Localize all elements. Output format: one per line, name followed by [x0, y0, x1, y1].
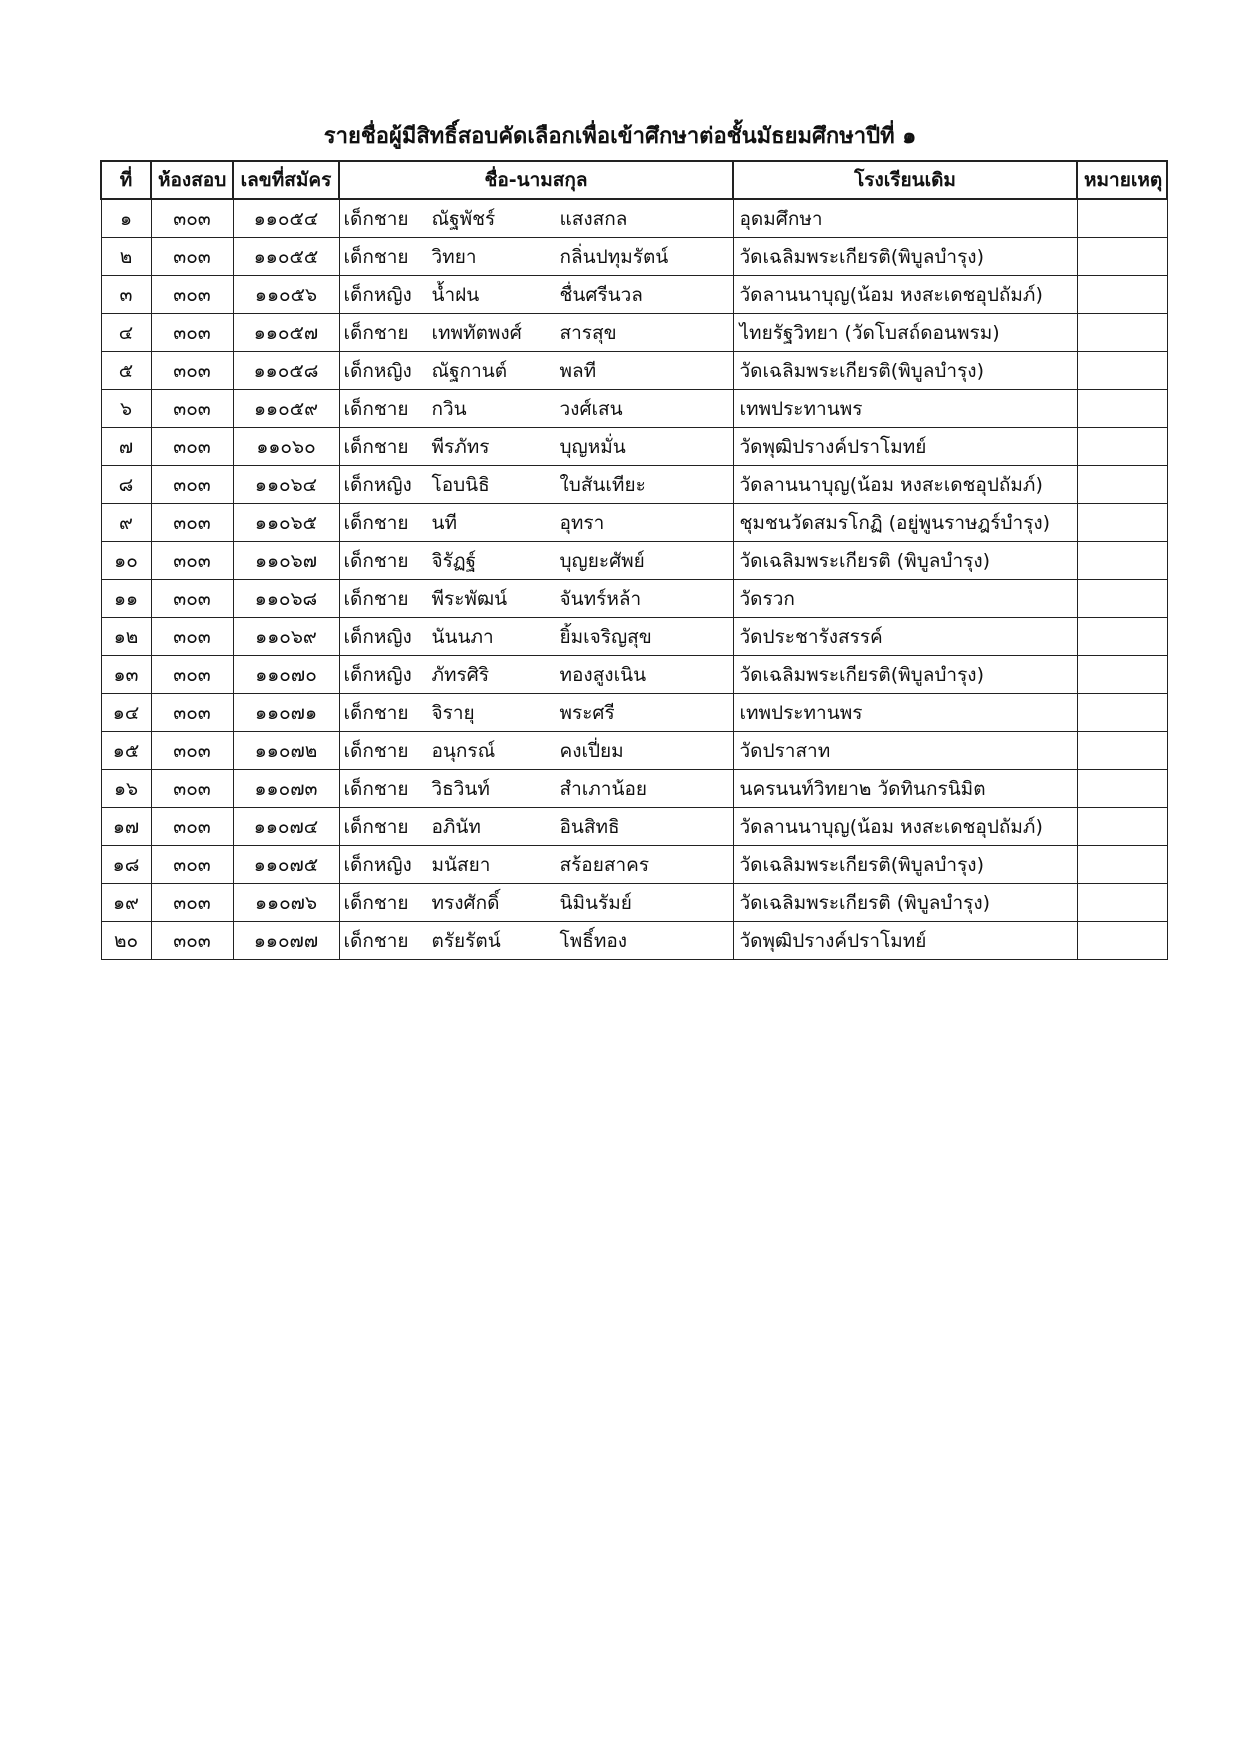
full-name: [339, 390, 733, 428]
remarks: [1077, 314, 1167, 352]
table-row: [101, 199, 1167, 238]
last-name: ใบสันเทียะ: [559, 473, 646, 496]
remarks: [1077, 466, 1167, 504]
row-number: ๒: [101, 238, 151, 276]
table-row: [101, 618, 1167, 656]
remarks: [1077, 352, 1167, 390]
exam-room: ๓๐๓: [151, 390, 233, 428]
last-name: สารสุข: [559, 321, 617, 344]
exam-room: ๓๐๓: [151, 884, 233, 922]
name-prefix: เด็กชาย: [343, 777, 409, 800]
first-name: จิรายุ: [431, 701, 475, 724]
row-number: ๑๑: [101, 580, 151, 618]
full-name: [339, 884, 733, 922]
full-name: [339, 542, 733, 580]
table-row: [101, 808, 1167, 846]
first-name: พีระพัฒน์: [431, 587, 508, 610]
remarks: [1077, 884, 1167, 922]
remarks: [1077, 542, 1167, 580]
row-number: ๘: [101, 466, 151, 504]
first-name: กวิน: [431, 397, 467, 420]
remarks: [1077, 770, 1167, 808]
full-name-wrap: [344, 584, 729, 614]
name-prefix: เด็กชาย: [343, 397, 409, 420]
application-number: ๑๑๐๗๖: [233, 884, 339, 922]
remarks: [1077, 808, 1167, 846]
remarks: [1077, 846, 1167, 884]
row-number: ๑๒: [101, 618, 151, 656]
table-row: [101, 656, 1167, 694]
previous-school: วัดเฉลิมพระเกียรติ(พิบูลบำรุง): [733, 846, 1077, 884]
full-name: [339, 618, 733, 656]
full-name-wrap: [344, 546, 729, 576]
table-row: [101, 352, 1167, 390]
row-number: ๑๔: [101, 694, 151, 732]
first-name: ทรงศักดิ์: [431, 891, 500, 914]
last-name: ชื่นศรีนวล: [559, 283, 643, 306]
last-name: อินสิทธิ: [559, 815, 620, 838]
header-application-number: เลขที่สมัคร: [233, 161, 339, 199]
exam-room: ๓๐๓: [151, 199, 233, 238]
remarks: [1077, 504, 1167, 542]
name-prefix: เด็กชาย: [343, 891, 409, 914]
full-name: [339, 199, 733, 238]
exam-room: ๓๐๓: [151, 770, 233, 808]
application-number: ๑๑๐๕๖: [233, 276, 339, 314]
name-prefix: เด็กชาย: [343, 511, 409, 534]
table-row: [101, 922, 1167, 960]
exam-room: ๓๐๓: [151, 808, 233, 846]
previous-school: วัดปราสาท: [733, 732, 1077, 770]
full-name: [339, 466, 733, 504]
name-prefix: เด็กชาย: [343, 549, 409, 572]
header-previous-school: โรงเรียนเดิม: [733, 161, 1077, 199]
remarks: [1077, 390, 1167, 428]
first-name: อนุกรณ์: [431, 739, 496, 762]
full-name: [339, 504, 733, 542]
name-prefix: เด็กหญิง: [343, 663, 412, 686]
first-name: จิรัฏฐ์: [431, 549, 477, 572]
full-name-wrap: [344, 204, 729, 234]
previous-school: เทพประทานพร: [733, 390, 1077, 428]
previous-school: ไทยรัฐวิทยา (วัดโบสถ์ดอนพรม): [733, 314, 1077, 352]
last-name: อุทรา: [559, 511, 605, 534]
previous-school: วัดเฉลิมพระเกียรติ (พิบูลบำรุง): [733, 884, 1077, 922]
previous-school: เทพประทานพร: [733, 694, 1077, 732]
last-name: สำเภาน้อย: [559, 777, 647, 800]
application-number: ๑๑๐๖๙: [233, 618, 339, 656]
exam-room: ๓๐๓: [151, 580, 233, 618]
name-prefix: เด็กหญิง: [343, 625, 412, 648]
name-prefix: เด็กชาย: [343, 207, 409, 230]
last-name: บุญยะศัพย์: [559, 549, 645, 572]
exam-room: ๓๐๓: [151, 238, 233, 276]
table-row: [101, 884, 1167, 922]
name-prefix: เด็กชาย: [343, 245, 409, 268]
name-prefix: เด็กชาย: [343, 929, 409, 952]
first-name: ณัฐพัชร์: [431, 207, 496, 230]
table-row: [101, 428, 1167, 466]
first-name: มนัสยา: [431, 853, 491, 876]
full-name: [339, 276, 733, 314]
name-prefix: เด็กชาย: [343, 739, 409, 762]
application-number: ๑๑๐๗๕: [233, 846, 339, 884]
remarks: [1077, 276, 1167, 314]
header-full-name: ชื่อ-นามสกุล: [339, 161, 733, 199]
row-number: ๗: [101, 428, 151, 466]
name-prefix: เด็กหญิง: [343, 359, 412, 382]
table-header-row: [101, 161, 1167, 199]
full-name-wrap: [344, 660, 729, 690]
exam-room: ๓๐๓: [151, 504, 233, 542]
full-name-wrap: [344, 508, 729, 538]
exam-room: ๓๐๓: [151, 922, 233, 960]
exam-room: ๓๐๓: [151, 466, 233, 504]
first-name: พีรภัทร: [431, 435, 490, 458]
full-name: [339, 694, 733, 732]
previous-school: วัดรวก: [733, 580, 1077, 618]
full-name-wrap: [344, 242, 729, 272]
application-number: ๑๑๐๕๕: [233, 238, 339, 276]
remarks: [1077, 238, 1167, 276]
row-number: ๑๗: [101, 808, 151, 846]
last-name: ทองสูงเนิน: [559, 663, 647, 686]
row-number: ๓: [101, 276, 151, 314]
full-name: [339, 352, 733, 390]
exam-room: ๓๐๓: [151, 846, 233, 884]
application-number: ๑๑๐๖๕: [233, 504, 339, 542]
application-number: ๑๑๐๖๘: [233, 580, 339, 618]
row-number: ๑๓: [101, 656, 151, 694]
application-number: ๑๑๐๗๐: [233, 656, 339, 694]
first-name: ตรัยรัตน์: [431, 929, 501, 952]
previous-school: นครนนท์วิทยา๒ วัดทินกรนิมิต: [733, 770, 1077, 808]
row-number: ๑๘: [101, 846, 151, 884]
remarks: [1077, 922, 1167, 960]
exam-room: ๓๐๓: [151, 656, 233, 694]
remarks: [1077, 618, 1167, 656]
first-name: ภัทรศิริ: [431, 663, 490, 686]
remarks: [1077, 199, 1167, 238]
document-title: รายชื่อผู้มีสิทธิ์สอบคัดเลือกเพื่อเข้าศึกษาต่อชั้นมัธยมศึกษาปีที่ ๑: [323, 124, 917, 149]
full-name-wrap: [344, 850, 729, 880]
table-row: [101, 504, 1167, 542]
row-number: ๑๙: [101, 884, 151, 922]
full-name: [339, 238, 733, 276]
name-prefix: เด็กชาย: [343, 435, 409, 458]
row-number: ๒๐: [101, 922, 151, 960]
first-name: วิธวินท์: [431, 777, 490, 800]
last-name: แสงสกล: [559, 207, 628, 230]
name-prefix: เด็กชาย: [343, 701, 409, 724]
last-name: สร้อยสาคร: [559, 853, 650, 876]
previous-school: วัดลานนาบุญ(น้อม หงสะเดชอุปถัมภ์): [733, 808, 1077, 846]
table-row: [101, 542, 1167, 580]
table-row: [101, 390, 1167, 428]
full-name-wrap: [344, 318, 729, 348]
previous-school: ชุมชนวัดสมรโกฏิ (อยู่พูนราษฎร์บำรุง): [733, 504, 1077, 542]
row-number: ๖: [101, 390, 151, 428]
exam-room: ๓๐๓: [151, 542, 233, 580]
table-row: [101, 580, 1167, 618]
table-row: [101, 846, 1167, 884]
previous-school: วัดประชารังสรรค์: [733, 618, 1077, 656]
application-number: ๑๑๐๕๙: [233, 390, 339, 428]
full-name: [339, 770, 733, 808]
last-name: กลิ่นปทุมรัตน์: [559, 245, 669, 268]
last-name: พระศรี: [559, 701, 615, 724]
full-name-wrap: [344, 470, 729, 500]
first-name: โอบนิธิ: [431, 473, 490, 496]
full-name: [339, 314, 733, 352]
last-name: พลที: [559, 359, 597, 382]
application-number: ๑๑๐๗๔: [233, 808, 339, 846]
previous-school: วัดพุฒิปรางค์ปราโมทย์: [733, 922, 1077, 960]
exam-room: ๓๐๓: [151, 314, 233, 352]
candidate-table: [100, 160, 1168, 960]
name-prefix: เด็กหญิง: [343, 853, 412, 876]
application-number: ๑๑๐๗๓: [233, 770, 339, 808]
full-name-wrap: [344, 698, 729, 728]
row-number: ๕: [101, 352, 151, 390]
exam-room: ๓๐๓: [151, 428, 233, 466]
last-name: โพธิ์ทอง: [559, 929, 628, 952]
first-name: อภินัท: [431, 815, 481, 838]
full-name: [339, 922, 733, 960]
application-number: ๑๑๐๕๔: [233, 199, 339, 238]
last-name: วงศ์เสน: [559, 397, 623, 420]
first-name: ณัฐกานต์: [431, 359, 508, 382]
full-name-wrap: [344, 280, 729, 310]
remarks: [1077, 694, 1167, 732]
remarks: [1077, 732, 1167, 770]
last-name: นิมินรัมย์: [559, 891, 632, 914]
exam-room: ๓๐๓: [151, 618, 233, 656]
last-name: บุญหมั่น: [559, 435, 626, 458]
full-name-wrap: [344, 812, 729, 842]
header-room: ห้องสอบ: [151, 161, 233, 199]
full-name-wrap: [344, 356, 729, 386]
previous-school: วัดลานนาบุญ(น้อม หงสะเดชอุปถัมภ์): [733, 276, 1077, 314]
previous-school: อุดมศึกษา: [733, 199, 1077, 238]
name-prefix: เด็กหญิง: [343, 283, 412, 306]
last-name: ยิ้มเจริญสุข: [559, 625, 652, 648]
first-name: เทพทัตพงศ์: [431, 321, 522, 344]
row-number: ๑๕: [101, 732, 151, 770]
remarks: [1077, 580, 1167, 618]
full-name: [339, 580, 733, 618]
full-name-wrap: [344, 736, 729, 766]
table-row: [101, 466, 1167, 504]
remarks: [1077, 428, 1167, 466]
first-name: นที: [431, 511, 458, 534]
previous-school: วัดเฉลิมพระเกียรติ(พิบูลบำรุง): [733, 352, 1077, 390]
exam-room: ๓๐๓: [151, 352, 233, 390]
application-number: ๑๑๐๖๗: [233, 542, 339, 580]
name-prefix: เด็กชาย: [343, 815, 409, 838]
full-name: [339, 656, 733, 694]
table-row: [101, 770, 1167, 808]
row-number: ๑๐: [101, 542, 151, 580]
previous-school: วัดเฉลิมพระเกียรติ (พิบูลบำรุง): [733, 542, 1077, 580]
application-number: ๑๑๐๕๘: [233, 352, 339, 390]
exam-room: ๓๐๓: [151, 694, 233, 732]
full-name-wrap: [344, 432, 729, 462]
full-name: [339, 808, 733, 846]
application-number: ๑๑๐๗๑: [233, 694, 339, 732]
previous-school: วัดพุฒิปรางค์ปราโมทย์: [733, 428, 1077, 466]
table-row: [101, 314, 1167, 352]
table-row: [101, 276, 1167, 314]
full-name-wrap: [344, 888, 729, 918]
table-body: [101, 199, 1167, 960]
full-name-wrap: [344, 926, 729, 956]
previous-school: วัดเฉลิมพระเกียรติ(พิบูลบำรุง): [733, 656, 1077, 694]
full-name-wrap: [344, 394, 729, 424]
full-name-wrap: [344, 622, 729, 652]
previous-school: วัดเฉลิมพระเกียรติ(พิบูลบำรุง): [733, 238, 1077, 276]
first-name: น้ำฝน: [431, 283, 480, 306]
last-name: คงเปี่ยม: [559, 739, 624, 762]
first-name: นันนภา: [431, 625, 494, 648]
full-name: [339, 428, 733, 466]
header-no: ที่: [101, 161, 151, 199]
exam-room: ๓๐๓: [151, 732, 233, 770]
name-prefix: เด็กชาย: [343, 587, 409, 610]
full-name: [339, 732, 733, 770]
exam-room: ๓๐๓: [151, 276, 233, 314]
application-number: ๑๑๐๕๗: [233, 314, 339, 352]
application-number: ๑๑๐๖๐: [233, 428, 339, 466]
row-number: ๙: [101, 504, 151, 542]
name-prefix: เด็กชาย: [343, 321, 409, 344]
row-number: ๑: [101, 199, 151, 238]
first-name: วิทยา: [431, 245, 477, 268]
name-prefix: เด็กหญิง: [343, 473, 412, 496]
last-name: จันทร์หล้า: [559, 587, 642, 610]
full-name-wrap: [344, 774, 729, 804]
remarks: [1077, 656, 1167, 694]
application-number: ๑๑๐๗๗: [233, 922, 339, 960]
application-number: ๑๑๐๖๔: [233, 466, 339, 504]
table-row: [101, 694, 1167, 732]
table-row: [101, 238, 1167, 276]
application-number: ๑๑๐๗๒: [233, 732, 339, 770]
row-number: ๔: [101, 314, 151, 352]
table-row: [101, 732, 1167, 770]
header-remarks: หมายเหตุ: [1077, 161, 1167, 199]
row-number: ๑๖: [101, 770, 151, 808]
previous-school: วัดลานนาบุญ(น้อม หงสะเดชอุปถัมภ์): [733, 466, 1077, 504]
full-name: [339, 846, 733, 884]
